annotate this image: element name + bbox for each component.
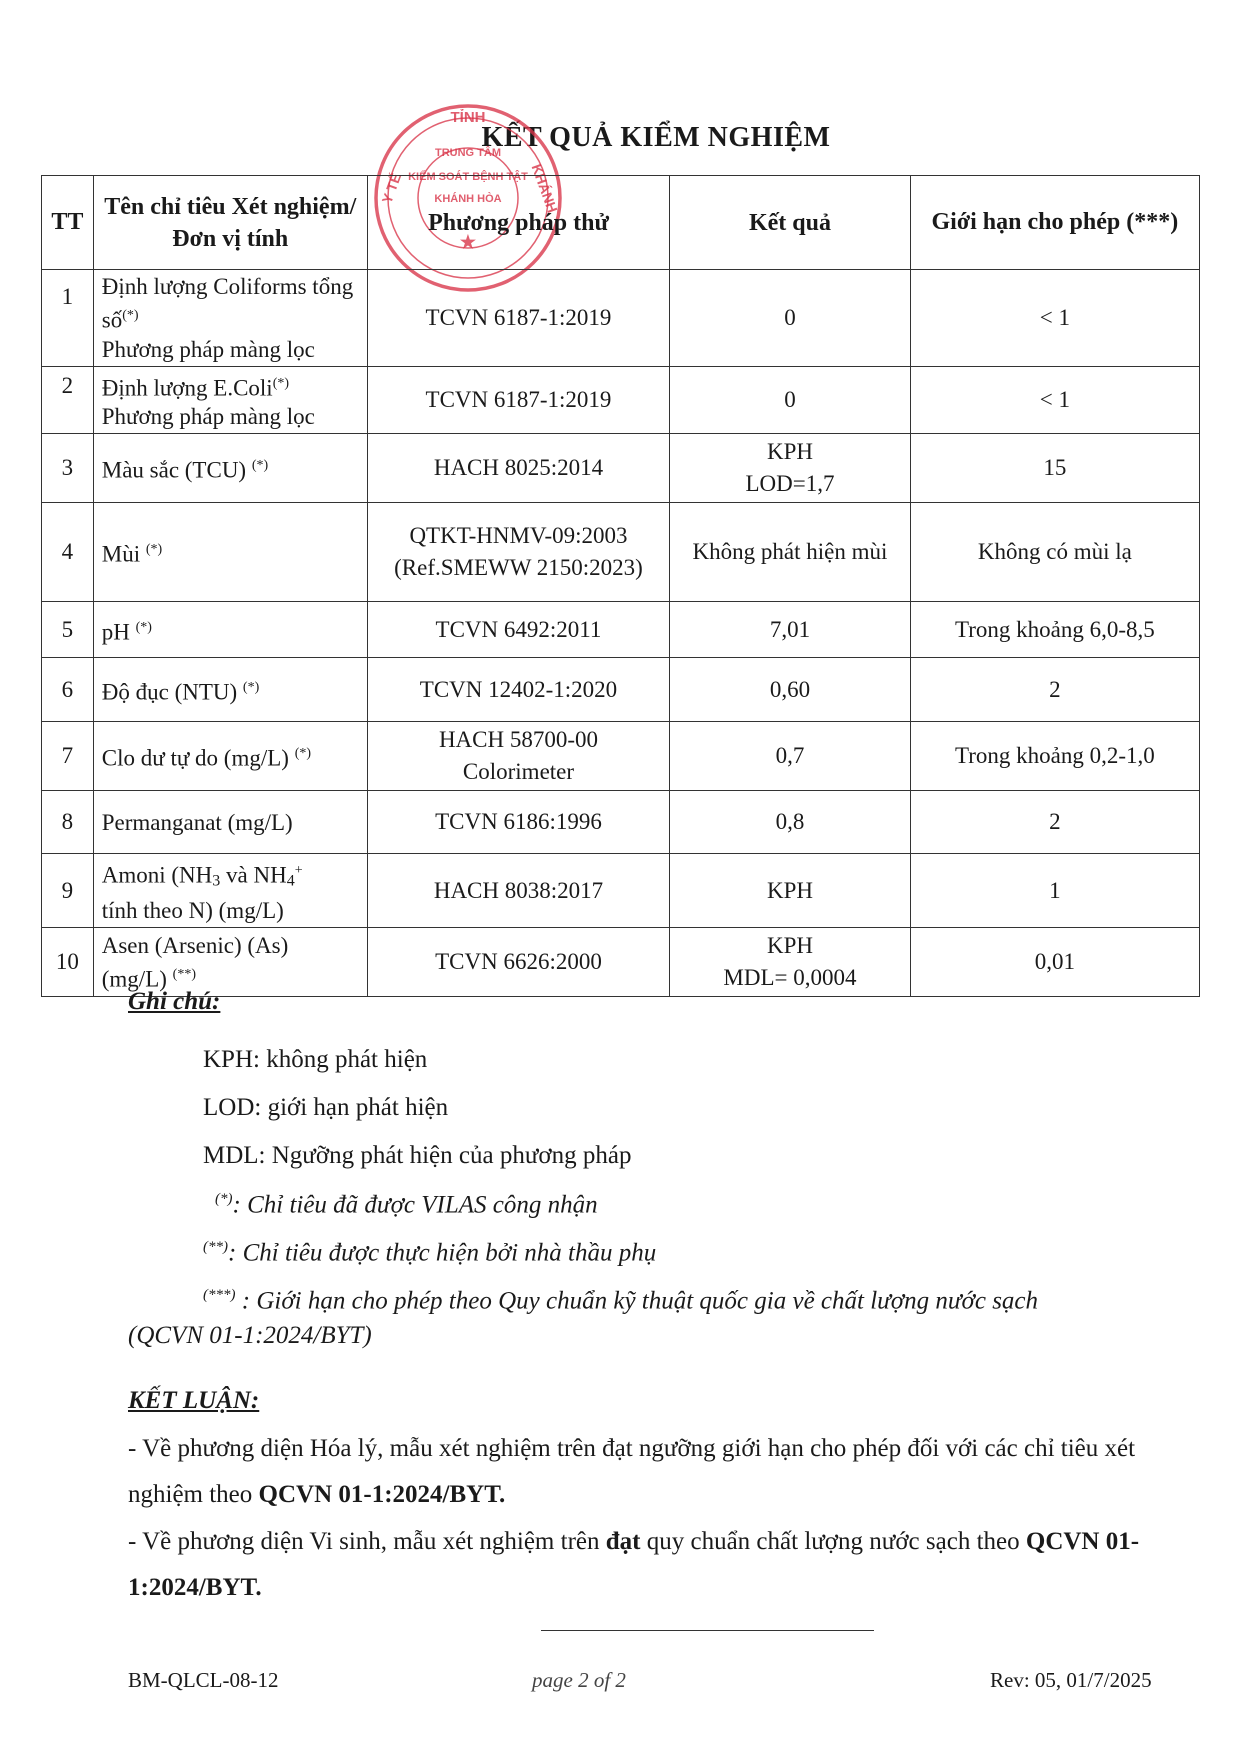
- row-result: [670, 434, 911, 503]
- row-name-extra: Phương pháp màng lọc: [101, 404, 315, 430]
- row-name: [93, 270, 367, 367]
- row-name-sub2: 4: [286, 872, 295, 890]
- row-result: KPH: [670, 854, 911, 928]
- table-row: [42, 270, 1200, 367]
- note-kph: KPH: không phát hiện: [203, 1046, 428, 1073]
- row-name-sup: (*): [272, 375, 290, 391]
- row-limit: Trong khoảng 6,0-8,5: [910, 602, 1199, 658]
- conclusion-p1-text: - Về phương diện Hóa lý, mẫu xét nghiệm trên đạt ngưỡng giới hạn cho phép đối với các chỉ tiêu xét nghiệm theo: [128, 1435, 1136, 1508]
- row-limit: < 1: [910, 270, 1199, 367]
- header-method: Phương pháp thử: [367, 176, 669, 270]
- row-name-text: Mùi: [101, 542, 141, 568]
- table-row: [42, 503, 1200, 602]
- row-name-text: Định lượng Coliforms tổng số: [101, 274, 354, 333]
- conclusion-heading: KẾT LUẬN:: [128, 1387, 260, 1414]
- row-name-text: Định lượng E.Coli: [101, 375, 273, 401]
- row-method: TCVN 6186:1996: [367, 791, 669, 854]
- row-tt: 8: [42, 791, 94, 854]
- row-name-sup: (*): [135, 619, 152, 635]
- row-result: 0,8: [670, 791, 911, 854]
- note-star2-mark: (**): [203, 1239, 228, 1255]
- row-name-sup: (*): [251, 458, 269, 474]
- row-tt: 5: [42, 602, 94, 658]
- row-name-sup: +: [294, 863, 303, 879]
- row-limit: 2: [910, 791, 1199, 854]
- note-star3-text: : Giới hạn cho phép theo Quy chuẩn kỹ thuật quốc gia về chất lượng nước sạch: [235, 1287, 1039, 1315]
- svg-text:KHÁNH HÒA: KHÁNH HÒA: [434, 193, 502, 205]
- row-method: TCVN 6187-1:2019: [367, 270, 669, 367]
- table-row: [42, 602, 1200, 658]
- row-name: Permanganat (mg/L): [93, 791, 367, 854]
- svg-text:KIỂM SOÁT BỆNH TẬT: KIỂM SOÁT BỆNH TẬT: [408, 171, 528, 183]
- document-title: KẾT QUẢ KIỂM NGHIỆM: [481, 122, 831, 153]
- footer-revision: Rev: 05, 01/7/2025: [990, 1668, 1152, 1692]
- table-row: [42, 658, 1200, 722]
- row-method: TCVN 6187-1:2019: [367, 366, 669, 434]
- row-result: Không phát hiện mùi: [670, 503, 911, 602]
- note-star2-text: : Chỉ tiêu được thực hiện bởi nhà thầu phụ: [228, 1239, 657, 1267]
- row-limit: Không có mùi lạ: [910, 503, 1199, 602]
- row-method-extra: Colorimeter: [462, 759, 575, 785]
- notes-heading: Ghi chú:: [128, 988, 221, 1015]
- table-row: [42, 854, 1200, 928]
- note-star3-mark: (***): [203, 1287, 236, 1303]
- row-tt: 1: [42, 270, 94, 367]
- svg-text:Y TẾ: Y TẾ: [378, 171, 405, 206]
- row-name-extra: Phương pháp màng lọc: [101, 336, 315, 362]
- row-name-text-b: và NH: [220, 862, 287, 888]
- row-method: [367, 503, 669, 602]
- row-name-sup: (**): [172, 966, 196, 982]
- conclusion-p2-text-b: quy chuẩn chất lượng nước sạch theo: [640, 1528, 1026, 1555]
- row-result: [670, 927, 911, 996]
- row-name: [93, 434, 367, 503]
- row-tt: 2: [42, 366, 94, 434]
- row-result: 0,60: [670, 658, 911, 722]
- row-method-extra: (Ref.SMEWW 2150:2023): [394, 555, 643, 581]
- row-result-extra: MDL= 0,0004: [723, 964, 857, 990]
- conclusion-p2-standard: QCVN 01-1:2024/BYT.: [128, 1528, 1140, 1601]
- row-limit: Trong khoảng 0,2-1,0: [910, 722, 1199, 791]
- note-mdl: MDL: Ngưỡng phát hiện của phương pháp: [203, 1142, 632, 1169]
- row-result-text: KPH: [766, 439, 813, 465]
- header-limit: Giới hạn cho phép (***): [910, 176, 1199, 270]
- row-name-text: Độ đục (NTU): [101, 679, 238, 705]
- conclusion-p2-pass: đạt: [605, 1528, 641, 1555]
- row-tt: 4: [42, 503, 94, 602]
- table-row: [42, 434, 1200, 503]
- row-name-text: Clo dư tự do (mg/L): [101, 746, 289, 772]
- conclusion-paragraph-2: [128, 1519, 1148, 1611]
- row-name-sup: (*): [242, 679, 260, 695]
- row-limit: < 1: [910, 366, 1199, 434]
- table-row: [42, 366, 1200, 434]
- row-name-extra: tính theo N) (mg/L): [101, 897, 284, 923]
- row-name-sup: (*): [122, 308, 139, 323]
- end-separator: [541, 1630, 874, 1631]
- note-lod: LOD: giới hạn phát hiện: [203, 1094, 449, 1121]
- row-tt: 3: [42, 434, 94, 503]
- row-limit: 0,01: [910, 927, 1199, 996]
- row-result: 7,01: [670, 602, 911, 658]
- table-header-row: [42, 176, 1200, 270]
- row-tt: 10: [42, 927, 94, 996]
- row-method: TCVN 6626:2000: [367, 927, 669, 996]
- note-star1-mark: (*): [215, 1191, 233, 1207]
- row-name: [93, 658, 367, 722]
- row-name-text: Amoni (NH: [101, 862, 213, 888]
- svg-text:TRUNG TÂM: TRUNG TÂM: [435, 147, 501, 159]
- note-star2: [203, 1239, 656, 1267]
- conclusion-p1-standard: QCVN 01-1:2024/BYT.: [258, 1481, 506, 1508]
- row-result-extra: LOD=1,7: [745, 471, 835, 497]
- row-name: [93, 366, 367, 434]
- row-method-text: HACH 58700-00: [438, 727, 599, 753]
- conclusion-p2-text: - Về phương diện Vi sinh, mẫu xét nghiệm trên: [128, 1528, 606, 1555]
- footer-page-number: page 2 of 2: [532, 1668, 626, 1692]
- svg-text:KHÁNH: KHÁNH: [528, 161, 561, 215]
- results-table: [41, 175, 1200, 997]
- note-star1: [215, 1191, 598, 1219]
- row-tt: 7: [42, 722, 94, 791]
- table-row: [42, 722, 1200, 791]
- table-row: [42, 927, 1200, 996]
- row-method-text: QTKT-HNMV-09:2003: [409, 523, 628, 549]
- row-result: 0,7: [670, 722, 911, 791]
- svg-text:★: ★: [459, 232, 477, 252]
- note-star1-text: : Chỉ tiêu đã được VILAS công nhận: [232, 1191, 598, 1219]
- row-result: 0: [670, 366, 911, 434]
- row-method: HACH 8025:2014: [367, 434, 669, 503]
- row-name: [93, 927, 367, 996]
- table-row: [42, 791, 1200, 854]
- row-name: [93, 854, 367, 928]
- row-method: TCVN 6492:2011: [367, 602, 669, 658]
- row-method: TCVN 12402-1:2020: [367, 658, 669, 722]
- row-name-sup: (*): [294, 746, 312, 762]
- row-method: HACH 8038:2017: [367, 854, 669, 928]
- note-star3: [203, 1287, 1038, 1315]
- row-name-sub: 3: [212, 872, 221, 890]
- row-name-text: pH: [101, 619, 130, 645]
- row-name-text: Màu sắc (TCU): [101, 458, 247, 484]
- row-limit: 15: [910, 434, 1199, 503]
- footer-form-code: BM-QLCL-08-12: [128, 1668, 279, 1692]
- header-name: Tên chỉ tiêu Xét nghiệm/Đơn vị tính: [93, 176, 367, 270]
- row-name-text: Asen (Arsenic) (As): [101, 932, 289, 958]
- header-result: Kết quả: [670, 176, 911, 270]
- svg-text:TỈNH: TỈNH: [450, 109, 486, 126]
- row-tt: 9: [42, 854, 94, 928]
- row-name: [93, 722, 367, 791]
- row-name-sup: (*): [145, 542, 163, 558]
- note-star3-line2: (QCVN 01-1:2024/BYT): [128, 1322, 372, 1349]
- row-limit: 2: [910, 658, 1199, 722]
- header-tt: TT: [42, 176, 94, 270]
- row-result: 0: [670, 270, 911, 367]
- row-result-text: KPH: [766, 932, 813, 958]
- row-method: [367, 722, 669, 791]
- row-tt: 6: [42, 658, 94, 722]
- row-name: [93, 602, 367, 658]
- row-name: [93, 503, 367, 602]
- conclusion-paragraph-1: [128, 1426, 1148, 1518]
- row-limit: 1: [910, 854, 1199, 928]
- row-name-extra: (mg/L): [101, 966, 167, 992]
